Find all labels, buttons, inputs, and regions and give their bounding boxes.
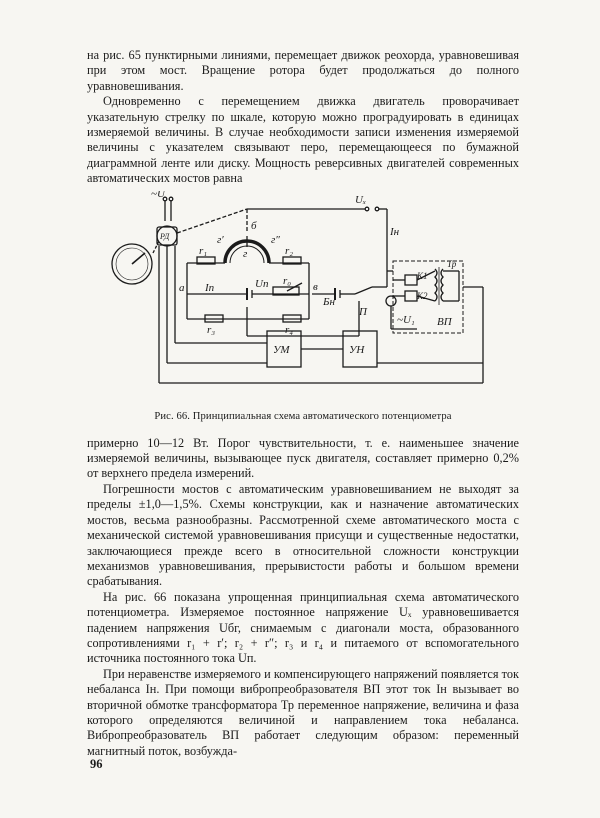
label-in: Iн [390,225,400,238]
label-vp: ВП [437,315,452,328]
label-r2: r₂ [285,244,294,257]
indicator-dial [112,241,159,284]
figure-66 [87,191,519,409]
potentiometer-schematic [87,191,519,409]
page-body [87,48,519,759]
label-r3: r₃ [207,323,216,336]
label-tr: Тр [447,258,457,269]
label-ux: Uₓ [355,193,367,206]
label-g: г [243,247,248,260]
paragraph-1: на рис. 65 пунктирными линиями, перемещает движок реохорда, уравновешивая при этом мост. Вращение ротора будет продолжаться до полного уравновешивания. [87,48,519,93]
label-r4: r₄ [285,323,294,336]
label-um: УМ [273,343,290,356]
label-u1: ~U₁ [397,313,415,326]
label-b: б [251,219,257,232]
label-motor: РД [160,231,170,241]
paragraph-6: При неравенстве измеряемого и компенсирующего напряжений появляется ток небаланса Iн. При помощи вибропреобразователя ВП этот ток Iн вызывает во вторичной обмотке трансформатора Тр переменное напряжение, величина и фаза которого определяются величиной и направлением тока небаланса. Вибропреобразователь ВП работает следующим образом: переменный магнитный поток, возбужда- [87,666,519,758]
label-v: в [313,280,318,293]
label-k1: К1 [417,270,428,281]
page-number: 96 [90,757,103,771]
label-un: УН [349,343,365,356]
label-bn: Бн [323,295,335,308]
label-supply: ~U [151,190,165,200]
label-r0: r₀ [283,274,292,287]
paragraph-2: Одновременно с перемещением движка двигатель проворачивает указательную стрелку по шкале, которую можно проградуировать в единицах измеряемой величины. В случае необходимости записи изменения измеряемой величины с указателем связывают перо, перемещающееся по бумажной диаграммной ленте или диску. Мощность реверсивных двигателей современных автоматических мостов равна [87,94,519,186]
label-a: а [179,281,185,294]
label-k2: К2 [417,290,428,301]
paragraph-3: примерно 10—12 Вт. Порог чувствительности, т. е. наименьшее значение измеряемой величины, вызывающее пуск двигателя, составляет примерно 0,2% от верхнего предела измерений. [87,435,519,481]
paragraph-4: Погрешности мостов с автоматическим уравновешиванием не выходят за пределы ±1,0—1,5%. Схемы конструкции, как и назначение автоматических мостов, весьма разнообразны. Рассмотренной схеме автоматического моста с механической системой уравновешивания присущи и существенные недостатки, заключающиеся прежде всего в относительной сложности конструкции механизмов уравновешивания, прерывистости работы и большом времени срабатывания. [87,481,519,589]
label-up: Uп [255,277,269,290]
supply-lines [163,197,173,221]
label-r1: r₁ [199,244,208,257]
label-p: П [359,305,367,318]
figure-caption: Рис. 66. Принципиальная схема автоматического потенциометра [154,410,452,422]
paragraph-5: На рис. 66 показана упрощенная принципиальная схема автоматического потенциометра. Измеряемое постоянное напряжение Uₓ уравновешивается падением напряжения Uбг, снимаемым с диагонали моста, образованного сопротивлениями r₁ + r′; r₂ + r″; r₃ и r₄ и питаемого от вспомогательного источника постоянного тока Uп. [87,589,519,666]
label-g2: г″ [271,233,280,246]
vibro-switch [355,271,396,329]
label-ip: Iп [205,281,215,294]
label-g1: г′ [217,233,224,246]
